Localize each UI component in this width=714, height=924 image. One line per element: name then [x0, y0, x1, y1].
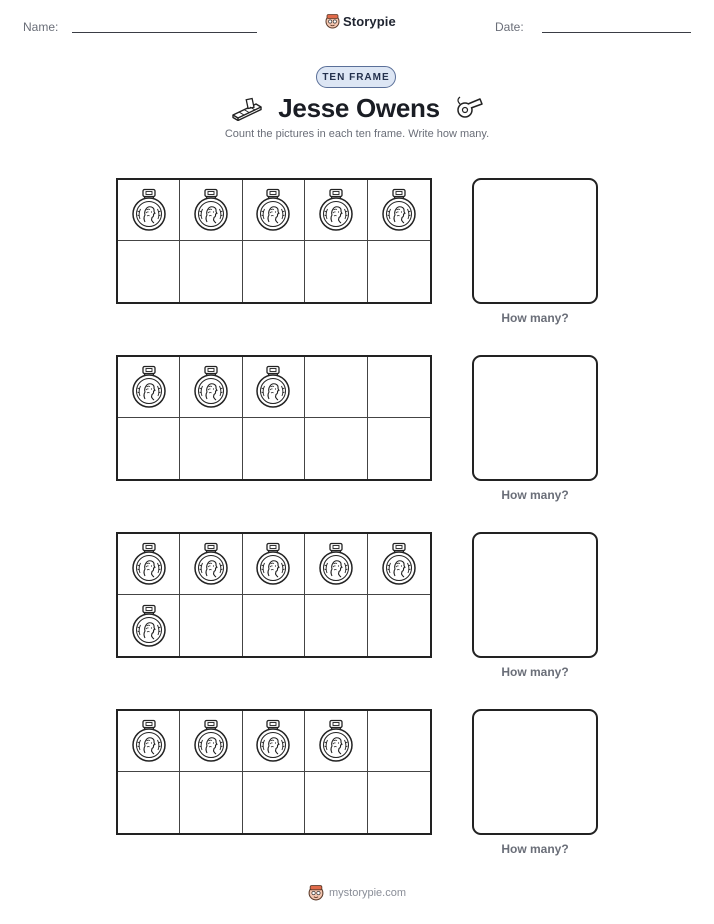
ten-frame-cell — [180, 711, 242, 772]
medal-icon — [130, 188, 168, 232]
whistle-icon — [454, 95, 484, 121]
brand-logo — [325, 13, 396, 29]
medal-icon — [130, 542, 168, 586]
worksheet-type-badge: TEN FRAME — [316, 66, 396, 88]
medal-icon — [317, 188, 355, 232]
footer-url[interactable]: mystorypie.com — [328, 886, 407, 899]
answer-box-2[interactable] — [472, 355, 598, 481]
ten-frame-cell — [305, 711, 367, 772]
ten-frame-cell — [118, 534, 180, 595]
medal-icon — [192, 365, 230, 409]
ten-frame-cell — [243, 534, 305, 595]
ten-frame-cell — [368, 180, 430, 241]
ten-frame-3 — [116, 532, 432, 658]
medal-icon — [317, 719, 355, 763]
ten-frame-cell — [118, 418, 180, 479]
ten-frame-cell — [368, 357, 430, 418]
medal-icon — [192, 542, 230, 586]
medal-icon — [380, 542, 418, 586]
how-many-label-3: How many? — [501, 665, 569, 679]
ten-frame-cell — [180, 772, 242, 833]
ten-frame-cell — [368, 241, 430, 302]
ten-frame-cell — [305, 534, 367, 595]
ten-frame-cell — [305, 595, 367, 656]
ten-frame-cell — [118, 357, 180, 418]
ten-frame-cell — [118, 595, 180, 656]
ten-frame-cell — [243, 241, 305, 302]
medal-icon — [254, 365, 292, 409]
medal-icon — [317, 542, 355, 586]
name-label: Name: — [23, 20, 59, 34]
ten-frame-cell — [368, 772, 430, 833]
medal-icon — [130, 719, 168, 763]
ten-frame-cell — [243, 772, 305, 833]
ten-frame-cell — [243, 418, 305, 479]
footer — [0, 884, 714, 901]
ten-frame-cell — [305, 357, 367, 418]
medal-icon — [254, 188, 292, 232]
medal-icon — [254, 719, 292, 763]
ten-frame-cell — [180, 241, 242, 302]
answer-box-3[interactable] — [472, 532, 598, 658]
brand-name: Storypie — [343, 13, 396, 29]
ten-frame-cell — [243, 357, 305, 418]
ten-frame-cell — [180, 180, 242, 241]
ten-frame-cell — [368, 711, 430, 772]
name-line[interactable] — [72, 32, 257, 33]
ten-frame-cell — [243, 180, 305, 241]
answer-box-4[interactable] — [472, 709, 598, 835]
medal-icon — [130, 365, 168, 409]
medal-icon — [380, 188, 418, 232]
answer-box-1[interactable] — [472, 178, 598, 304]
medal-icon — [130, 604, 168, 648]
ten-frame-cell — [180, 595, 242, 656]
medal-icon — [192, 719, 230, 763]
ten-frame-cell — [118, 772, 180, 833]
date-line[interactable] — [542, 32, 691, 33]
starting-block-icon — [230, 95, 264, 121]
page-title: Jesse Owens — [278, 92, 440, 123]
storypie-logo-icon — [308, 884, 324, 901]
how-many-label-4: How many? — [501, 842, 569, 856]
ten-frame-cell — [305, 772, 367, 833]
ten-frame-cell — [368, 534, 430, 595]
ten-frame-cell — [180, 357, 242, 418]
ten-frame-cell — [118, 180, 180, 241]
ten-frame-cell — [305, 180, 367, 241]
title-row — [0, 91, 714, 125]
ten-frame-2 — [116, 355, 432, 481]
ten-frame-cell — [305, 418, 367, 479]
ten-frame-cell — [118, 241, 180, 302]
how-many-label-2: How many? — [501, 488, 569, 502]
ten-frame-cell — [243, 595, 305, 656]
ten-frame-cell — [368, 595, 430, 656]
ten-frame-4 — [116, 709, 432, 835]
ten-frame-cell — [118, 711, 180, 772]
ten-frame-cell — [243, 711, 305, 772]
ten-frame-cell — [180, 534, 242, 595]
storypie-logo-icon — [325, 13, 340, 29]
ten-frame-cell — [180, 418, 242, 479]
ten-frame-1 — [116, 178, 432, 304]
date-label: Date: — [495, 20, 524, 34]
instructions: Count the pictures in each ten frame. Write how many. — [224, 128, 490, 140]
ten-frame-cell — [368, 418, 430, 479]
medal-icon — [254, 542, 292, 586]
ten-frame-cell — [305, 241, 367, 302]
how-many-label-1: How many? — [501, 311, 569, 325]
medal-icon — [192, 188, 230, 232]
